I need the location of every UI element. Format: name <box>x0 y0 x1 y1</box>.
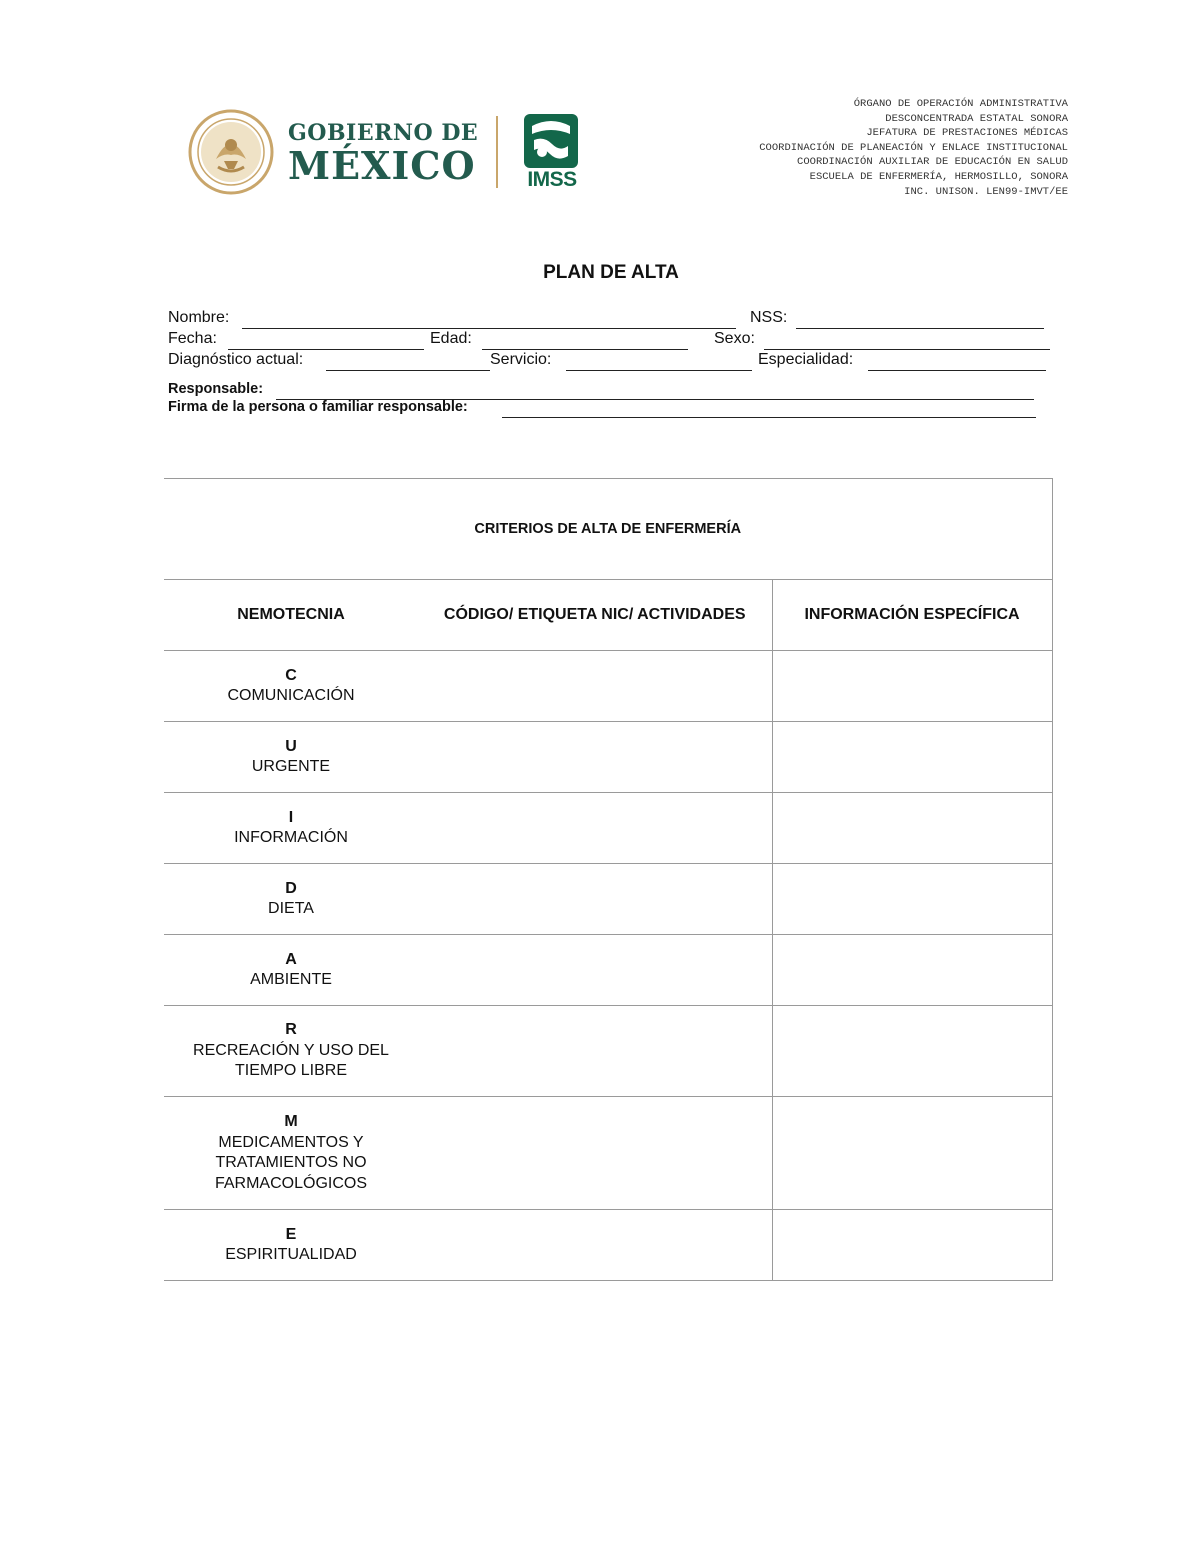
firma-label: Firma de la persona o familiar responsable: <box>168 399 468 415</box>
nemo-word: TIEMPO LIBRE <box>234 1062 348 1080</box>
informacion-cell[interactable] <box>772 1097 1052 1210</box>
nemo-letter: I <box>288 808 294 826</box>
org-line: JEFATURA DE PRESTACIONES MÉDICAS <box>866 127 1068 140</box>
diagnostico-label: Diagnóstico actual: <box>168 351 304 368</box>
codigo-cell[interactable] <box>418 722 772 793</box>
nemo-word: ESPIRITUALIDAD <box>225 1246 357 1263</box>
table-row <box>164 864 1052 935</box>
nemo-cell <box>164 651 418 722</box>
diagnostico-field[interactable] <box>326 354 490 371</box>
table-row <box>164 935 1052 1006</box>
header-logos <box>188 106 588 198</box>
sexo-label: Sexo: <box>714 330 755 347</box>
table-row <box>164 1210 1052 1281</box>
org-line: ÓRGANO DE OPERACIÓN ADMINISTRATIVA <box>853 98 1068 110</box>
edad-field[interactable] <box>482 333 688 350</box>
nemo-cell <box>164 722 418 793</box>
servicio-field[interactable] <box>566 354 752 371</box>
nemo-letter: D <box>285 879 297 897</box>
org-line: COORDINACIÓN AUXILIAR DE EDUCACIÓN EN SALUD <box>797 156 1068 169</box>
nemo-word: INFORMACIÓN <box>234 829 348 846</box>
edad-label: Edad: <box>430 330 472 347</box>
nemo-word: MEDICAMENTOS Y <box>218 1133 364 1151</box>
table-title-row <box>164 479 1052 580</box>
codigo-cell[interactable] <box>418 1097 772 1210</box>
especialidad-label: Especialidad: <box>758 351 854 368</box>
imss-label: IMSS <box>527 168 577 191</box>
nemo-letter: C <box>285 666 297 684</box>
nemo-word: RECREACIÓN Y USO DEL <box>193 1041 389 1059</box>
nemo-letter: M <box>284 1113 298 1130</box>
gobierno-line1: GOBIERNO DE <box>288 120 479 146</box>
codigo-cell[interactable] <box>418 935 772 1006</box>
nemo-cell <box>164 793 418 864</box>
responsable-field[interactable] <box>276 383 1034 400</box>
informacion-cell[interactable] <box>772 1006 1052 1097</box>
nemo-word: TRATAMIENTOS NO <box>215 1154 367 1171</box>
codigo-cell[interactable] <box>418 864 772 935</box>
informacion-cell[interactable] <box>772 1210 1052 1281</box>
nemo-cell <box>164 1006 418 1097</box>
nemo-word: COMUNICACIÓN <box>227 687 355 704</box>
codigo-cell[interactable] <box>418 793 772 864</box>
org-line: COORDINACIÓN DE PLANEACIÓN Y ENLACE INSTITUCIONAL <box>759 141 1068 154</box>
nemo-letter: R <box>285 1021 297 1039</box>
nemo-cell <box>164 935 418 1006</box>
codigo-cell[interactable] <box>418 1006 772 1097</box>
organization-block <box>759 97 1068 199</box>
sexo-field[interactable] <box>764 333 1050 350</box>
nombre-label: Nombre: <box>168 309 230 326</box>
header-codigo: CÓDIGO/ ETIQUETA NIC/ ACTIVIDADES <box>418 580 772 651</box>
nemo-cell <box>164 1210 418 1281</box>
page-title: PLAN DE ALTA <box>543 262 679 283</box>
nemo-word: FARMACOLÓGICOS <box>214 1174 368 1192</box>
informacion-cell[interactable] <box>772 935 1052 1006</box>
table-row <box>164 651 1052 722</box>
fecha-label: Fecha: <box>168 330 217 347</box>
nss-field[interactable] <box>796 312 1044 329</box>
nemo-word: URGENTE <box>251 758 331 775</box>
nemo-letter: A <box>285 950 297 968</box>
table-header-row <box>164 580 1052 651</box>
gobierno-de-mexico-logo <box>288 120 478 186</box>
firma-field[interactable] <box>502 401 1036 418</box>
header-informacion: INFORMACIÓN ESPECÍFICA <box>772 580 1052 651</box>
header-nemotecnia: NEMOTECNIA <box>164 580 418 651</box>
table-row <box>164 1097 1052 1210</box>
national-seal-icon <box>188 109 274 195</box>
org-line: ESCUELA DE ENFERMERÍA, HERMOSILLO, SONORA <box>809 170 1068 183</box>
table-row <box>164 1006 1052 1097</box>
nombre-field[interactable] <box>242 312 736 329</box>
especialidad-field[interactable] <box>868 354 1046 371</box>
informacion-cell[interactable] <box>772 793 1052 864</box>
fecha-field[interactable] <box>228 333 424 350</box>
nemo-letter: E <box>285 1225 297 1243</box>
org-line: DESCONCENTRADA ESTATAL SONORA <box>885 112 1068 125</box>
responsable-label: Responsable: <box>168 381 264 397</box>
informacion-cell[interactable] <box>772 864 1052 935</box>
servicio-label: Servicio: <box>490 351 552 368</box>
criteria-table <box>164 478 1053 1281</box>
table-title: CRITERIOS DE ALTA DE ENFERMERÍA <box>164 479 1052 580</box>
codigo-cell[interactable] <box>418 1210 772 1281</box>
informacion-cell[interactable] <box>772 651 1052 722</box>
nemo-cell <box>164 864 418 935</box>
table-row <box>164 793 1052 864</box>
nemo-word: AMBIENTE <box>250 971 332 988</box>
logo-divider <box>496 116 498 188</box>
org-line: INC. UNISON. LEN99-IMVT/EE <box>904 185 1068 198</box>
gobierno-line2: MÉXICO <box>288 143 476 188</box>
nemo-letter: U <box>285 737 297 755</box>
nemo-cell <box>164 1097 418 1210</box>
codigo-cell[interactable] <box>418 651 772 722</box>
nss-label: NSS: <box>750 309 788 326</box>
nemo-word: DIETA <box>268 900 314 917</box>
informacion-cell[interactable] <box>772 722 1052 793</box>
table-row <box>164 722 1052 793</box>
